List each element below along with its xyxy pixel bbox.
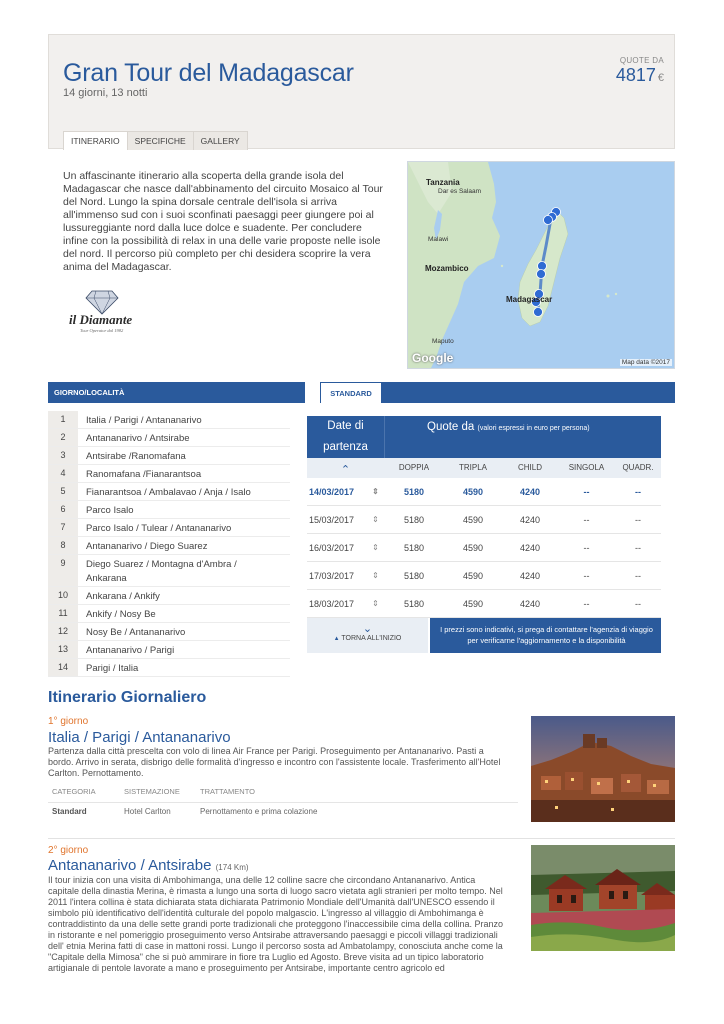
day-place: Antananarivo / Antsirabe	[86, 433, 190, 444]
day-2-title-text: Antananarivo / Antsirabe	[48, 857, 212, 874]
price-table	[307, 416, 661, 653]
map-label-madagascar: Madagascar	[506, 295, 553, 304]
col-singola: SINGOLA	[568, 463, 605, 472]
day-1-photo	[531, 716, 675, 822]
col-child: CHILD	[517, 463, 542, 472]
sort-icon: ⇕	[372, 515, 379, 524]
list-item	[48, 447, 290, 465]
day-2-photo	[531, 845, 675, 951]
day-1-number: 1° giorno	[48, 716, 89, 727]
quote-label: QUOTE DA	[619, 56, 664, 65]
back-to-top[interactable]	[307, 618, 428, 653]
map-attribution[interactable]: Map data ©2017	[621, 359, 670, 366]
day-number: 10	[48, 587, 78, 604]
price-doppia: 5180	[403, 570, 425, 581]
chevron-down-icon[interactable]: ⌄	[362, 623, 373, 635]
price-tripla: 4590	[462, 542, 484, 553]
day-1-title: Italia / Parigi / Antananarivo	[48, 729, 231, 746]
day-number: 7	[48, 519, 78, 536]
back-to-top-label[interactable]: TORNA ALL'INIZIO	[341, 635, 402, 642]
price-tripla: 4590	[462, 598, 484, 609]
price-child: 4240	[519, 486, 541, 497]
list-item	[48, 465, 290, 483]
tab-standard[interactable]: STANDARD	[320, 382, 382, 403]
col-trattamento: TRATTAMENTO	[200, 787, 255, 796]
tab-bar	[63, 131, 247, 150]
day-place: Nosy Be / Antananarivo	[86, 627, 186, 638]
list-item	[48, 519, 290, 537]
sort-icon: ⇕	[372, 543, 379, 552]
day-place: Italia / Parigi / Antananarivo	[86, 415, 202, 426]
quote-price	[616, 65, 664, 86]
day-place: Diego Suarez / Montagna d'Ambra / Ankarana	[86, 559, 237, 584]
price-quadr: --	[635, 542, 641, 553]
quote-header-label: Quote da	[427, 421, 475, 433]
stay-categoria: Standard	[52, 807, 87, 816]
itinerary-list	[48, 411, 290, 677]
chevron-up-icon[interactable]: ⌃	[340, 464, 351, 476]
col-quadr: QUADR.	[622, 463, 654, 472]
day-place: Parco Isalo	[86, 505, 134, 516]
tab-itinerario[interactable]: ITINERARIO	[63, 131, 128, 150]
list-item	[48, 659, 290, 677]
stay-trattamento: Pernottamento e prima colazione	[200, 807, 318, 816]
day-number: 8	[48, 537, 78, 554]
map-label-dar: Dar es Salaam	[438, 188, 481, 195]
sort-icon: ⇕	[372, 487, 379, 496]
col-categoria: CATEGORIA	[52, 787, 96, 796]
day-2-title	[48, 857, 249, 874]
day-place: Ankify / Nosy Be	[86, 609, 156, 620]
accommodation-table	[48, 787, 518, 819]
sort-icon: ⇕	[372, 571, 379, 580]
price-singola: --	[583, 570, 590, 581]
route-map[interactable]	[407, 161, 675, 369]
day-number: 13	[48, 641, 78, 658]
departure-date: 17/03/2017	[309, 570, 355, 581]
quote-price-value: 4817	[615, 65, 656, 85]
col-sistemazione: SISTEMAZIONE	[124, 787, 180, 796]
day-place: Ankarana / Ankify	[86, 591, 160, 602]
departure-date: 18/03/2017	[309, 598, 355, 609]
day-number: 6	[48, 501, 78, 518]
list-item	[48, 501, 290, 519]
daily-itinerary-title: Itinerario Giornaliero	[48, 689, 207, 706]
day-number: 14	[48, 659, 78, 676]
price-singola: --	[583, 486, 590, 497]
day-2-number: 2° giorno	[48, 845, 89, 856]
tab-specifiche[interactable]: SPECIFICHE	[127, 131, 194, 150]
antananarivo-image	[531, 716, 675, 822]
page-title: Gran Tour del Madagascar	[63, 59, 354, 87]
diamond-icon	[66, 288, 138, 334]
list-item	[48, 605, 290, 623]
antsirabe-village-image	[531, 845, 675, 951]
day-1-description: Partenza dalla città prescelta con volo di linea Air France per Parigi. Proseguimento per Antananarivo. Pasti a bordo. Arrivo in serata, disbrigo delle formalità d'ingresso e incontro con l'assistente locale. Trasferimento all'Hotel Carlton. Pernottamento.	[48, 746, 501, 778]
price-disclaimer: I prezzi sono indicativi, si prega di contattare l'agenzia di viaggio per verificarne l'aggiornamento e la disponibilità	[430, 618, 661, 653]
price-child: 4240	[519, 514, 541, 525]
day-place: Ranomafana /Fianarantsoa	[86, 469, 202, 480]
day-2-distance: (174 Km)	[215, 863, 249, 872]
day-number: 3	[48, 447, 78, 464]
tour-header	[48, 34, 675, 149]
price-quadr: --	[635, 514, 641, 525]
list-item	[48, 641, 290, 659]
price-doppia: 5180	[403, 514, 425, 525]
day-place: Parco Isalo / Tulear / Antananarivo	[86, 523, 232, 534]
day-number: 11	[48, 605, 78, 622]
list-item	[48, 483, 290, 501]
list-item	[48, 537, 290, 555]
price-tripla: 4590	[462, 570, 484, 581]
google-logo: Google	[412, 351, 454, 365]
price-quadr: --	[635, 598, 641, 609]
day-place: Antananarivo / Diego Suarez	[86, 541, 208, 552]
col-doppia: DOPPIA	[398, 463, 430, 472]
diamante-logo	[66, 288, 138, 334]
day-place: Parigi / Italia	[86, 663, 139, 674]
currency-symbol: €	[657, 72, 664, 84]
logo-text: il Diamante	[69, 312, 133, 327]
itinerary-list-header: GIORNO/LOCALITÀ	[48, 382, 305, 403]
departure-date: 14/03/2017	[309, 486, 355, 497]
price-singola: --	[583, 598, 590, 609]
map-label-malawi: Malawi	[428, 236, 449, 243]
sort-icon: ⇕	[372, 599, 379, 608]
price-tripla: 4590	[462, 486, 484, 497]
day-place: Antsirabe /Ranomafana	[86, 451, 186, 462]
day-2-description: Il tour inizia con una visita di Ambohimanga, una delle 12 colline sacre che circondano Antananarivo. Antica capitale della dinastia Merina, è rimasta a lungo una sorta di luogo sacro vietata agli stranieri per molto tempo. Nel 2011 l'intera collina è stata dichiarata stata dichiarata Patrimonio Mondiale dell'Umanità dall'UNESCO essendo il simbolo più identificativo dell'identità culturale del popolo malgascio. L'ingresso al villaggio di Ambohimanga è contraddistinto da una delle sette grandi porte tradizionali che proteggono l'inaccessibile cima della collina. Pranzo in ristorante e nel pomeriggio proseguimento verso Antsirabe attraversando paesaggi e piccoli villaggi tradizionali dell' etnia Merina fatti di case in mattoni rossi. Lungo il percorso sosta ad Ambatolampy, conosciuta anche come la "Capitale della Mimosa" che si può ammirare in fiore tra Luglio ed Agosto. Breve visita ad un tipico laboratorio artigianale di pentole lavorate a mano e proseguimento per Antsirabe, importante centro agricolo ed	[48, 875, 503, 973]
departure-date: 15/03/2017	[309, 514, 355, 525]
quote-header-note: (valori espressi in euro per persona)	[477, 425, 590, 432]
list-item	[48, 587, 290, 605]
triangle-up-icon: ▲	[333, 636, 340, 642]
price-child: 4240	[519, 542, 541, 553]
day-place: Antananarivo / Parigi	[86, 645, 175, 656]
col-tripla: TRIPLA	[458, 463, 487, 472]
table-row[interactable]	[307, 590, 661, 618]
price-quadr: --	[635, 486, 641, 497]
price-singola: --	[583, 542, 590, 553]
day-number: 2	[48, 429, 78, 446]
departure-date: 16/03/2017	[309, 542, 355, 553]
price-tripla: 4590	[462, 514, 484, 525]
date-header: Date di partenza	[307, 416, 384, 458]
price-singola: --	[583, 514, 590, 525]
list-item	[48, 429, 290, 447]
map-label-tanzania: Tanzania	[426, 178, 460, 187]
quote-header	[384, 416, 661, 458]
price-quadr: --	[635, 570, 641, 581]
day-number: 9	[48, 555, 78, 586]
list-item	[48, 555, 290, 587]
price-doppia: 5180	[403, 542, 425, 553]
price-doppia: 5180	[403, 486, 425, 497]
day-number: 4	[48, 465, 78, 482]
price-child: 4240	[519, 598, 541, 609]
table-row[interactable]	[307, 506, 661, 534]
list-item	[48, 623, 290, 641]
day-place: Fianarantsoa / Ambalavao / Anja / Isalo	[86, 487, 251, 498]
day-number: 1	[48, 411, 78, 428]
table-row[interactable]	[307, 478, 661, 506]
price-child: 4240	[519, 570, 541, 581]
list-item	[48, 411, 290, 429]
map-label-mozambico: Mozambico	[425, 264, 469, 273]
day-number: 12	[48, 623, 78, 640]
divider	[48, 838, 675, 839]
table-row[interactable]	[307, 562, 661, 590]
intro-text: Un affascinante itinerario alla scoperta della grande isola del Madagascar che nasce dall'abbinamento del circuito Mosaico al Tour del Nord. Lungo la spina dorsale centrale dell'isola si arriva all'immenso sud con i suoi sconfinati paesaggi peer giungere poi al lussureggiante nord dalla luce dolce e suadente. Per concludere infine con la possibilità di relax in una delle varie proposte nelle isole del nord. Il percorso più completo per chi desidera scoprire la vera anima del Madagascar.	[63, 170, 383, 273]
map-label-maputo: Maputo	[432, 338, 454, 345]
stay-sistemazione: Hotel Carlton	[124, 807, 171, 816]
tab-gallery[interactable]: GALLERY	[193, 131, 248, 150]
table-row[interactable]	[307, 534, 661, 562]
day-number: 5	[48, 483, 78, 500]
price-doppia: 5180	[403, 598, 425, 609]
tour-duration: 14 giorni, 13 notti	[63, 87, 148, 99]
logo-tagline: Tour Operator dal 1982	[80, 328, 124, 333]
price-tabs-bar	[382, 382, 675, 403]
